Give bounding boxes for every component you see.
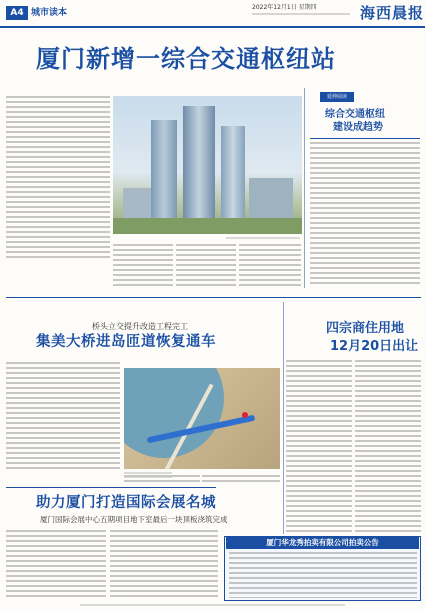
page-number-badge: A4 — [6, 6, 28, 20]
story2-body-column-2 — [124, 475, 200, 483]
story2-divider — [6, 487, 216, 488]
story2-headline: 集美大桥进岛匝道恢复通车 — [36, 334, 216, 350]
photo-caption — [226, 237, 300, 242]
story4-headline-line-1: 四宗商住用地 — [326, 321, 405, 336]
story3-body-column-1 — [6, 530, 106, 600]
sidebar-divider — [304, 88, 305, 288]
auction-ad-body — [229, 552, 417, 598]
story3-headline: 助力厦门打造国际会展名城 — [36, 495, 216, 511]
story4-body-column-2 — [355, 360, 421, 532]
lead-body-column-1 — [6, 96, 110, 261]
story2-body-column-3 — [202, 475, 280, 483]
story2-body-column-1 — [6, 362, 120, 472]
sidebar-title-line-1: 综合交通枢纽 — [325, 109, 385, 120]
sidebar-title-line-2: 建设成趋势 — [333, 122, 383, 133]
page-header — [0, 0, 425, 28]
story4-body-column-1 — [286, 360, 352, 532]
lead-body-column-3 — [176, 244, 236, 288]
sidebar-tag: 延伸阅读 — [320, 92, 354, 102]
section-name: 城市读本 — [31, 8, 68, 18]
lead-body-column-2 — [113, 244, 173, 288]
lead-body-column-4 — [239, 244, 301, 288]
sidebar-body — [310, 142, 420, 286]
date-line: 2022年12月1日 星期四 — [252, 4, 317, 11]
footer-info-line — [80, 604, 345, 608]
story3-subhead: 厦门国际会展中心五期项目地下室最后一块顶板浇筑完成 — [40, 515, 228, 524]
story3-body-column-2 — [110, 530, 218, 600]
bridge-route-map — [124, 368, 280, 469]
auction-ad-title: 厦门华龙秀拍卖有限公司拍卖公告 — [226, 537, 419, 549]
lead-headline: 厦门新增一综合交通枢纽站 — [36, 45, 336, 73]
hub-building-photo — [113, 96, 302, 234]
sidebar-rule — [310, 138, 420, 139]
story2-kicker: 桥头立交提升改造工程完工 — [92, 322, 188, 331]
header-info-line — [252, 13, 350, 18]
story4-divider — [283, 302, 284, 534]
masthead-logo: 海西晨报 — [360, 4, 425, 22]
page-footer — [0, 602, 425, 611]
story4-headline-line-2: 12月20日出让 — [330, 339, 419, 354]
section-divider — [6, 297, 421, 298]
